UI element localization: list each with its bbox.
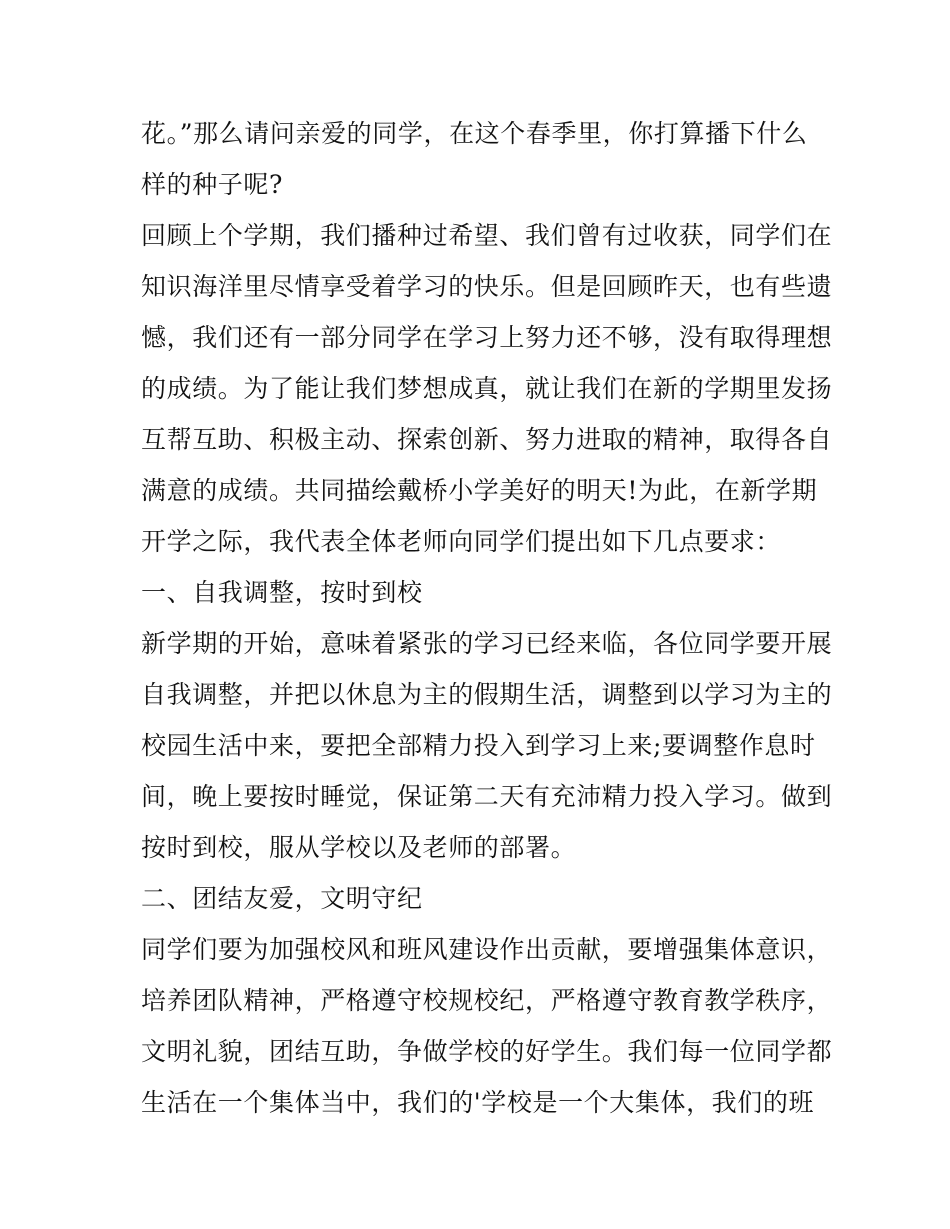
text-line: 校园生活中来，要把全部精力投入到学习上来;要调整作息时 — [141, 731, 816, 760]
section-heading: 一、自我调整，按时到校 — [141, 578, 423, 607]
text-line: 憾，我们还有一部分同学在学习上努力还不够，没有取得理想 — [141, 323, 833, 352]
text-line: 文明礼貌，团结互助，争做学校的好学生。我们每一位同学都 — [141, 1037, 833, 1066]
text-line: 同学们要为加强校风和班风建设作出贡献，要增强集体意识， — [141, 935, 833, 964]
text-line: 按时到校，服从学校以及老师的部署。 — [141, 833, 577, 862]
body-text — [141, 108, 833, 1128]
text-line: 新学期的开始，意味着紧张的学习已经来临，各位同学要开展 — [141, 629, 833, 658]
text-line: 花。”那么请问亲爱的同学，在这个春季里，你打算播下什么 — [141, 119, 808, 148]
text-line: 互帮互助、积极主动、探索创新、努力进取的精神，取得各自 — [141, 425, 833, 454]
text-line: 培养团队精神，严格遵守校规校纪，严格遵守教育教学秩序， — [141, 986, 833, 1015]
text-line: 间，晚上要按时睡觉，保证第二天有充沛精力投入学习。做到 — [141, 782, 833, 811]
text-line: 开学之际，我代表全体老师向同学们提出如下几点要求： — [141, 527, 782, 556]
text-line: 生活在一个集体当中，我们的'学校是一个大集体，我们的班 — [141, 1088, 815, 1117]
text-line: 满意的成绩。共同描绘戴桥小学美好的明天!为此，在新学期 — [141, 476, 818, 505]
text-line: 知识海洋里尽情享受着学习的快乐。但是回顾昨天，也有些遗 — [141, 272, 833, 301]
text-line: 的成绩。为了能让我们梦想成真，就让我们在新的学期里发扬 — [141, 374, 833, 403]
section-heading: 二、团结友爱，文明守纪 — [141, 884, 423, 913]
text-line: 自我调整，并把以休息为主的假期生活，调整到以学习为主的 — [141, 680, 833, 709]
text-line: 样的种子呢? — [141, 170, 284, 199]
text-line: 回顾上个学期，我们播种过希望、我们曾有过收获，同学们在 — [141, 221, 833, 250]
